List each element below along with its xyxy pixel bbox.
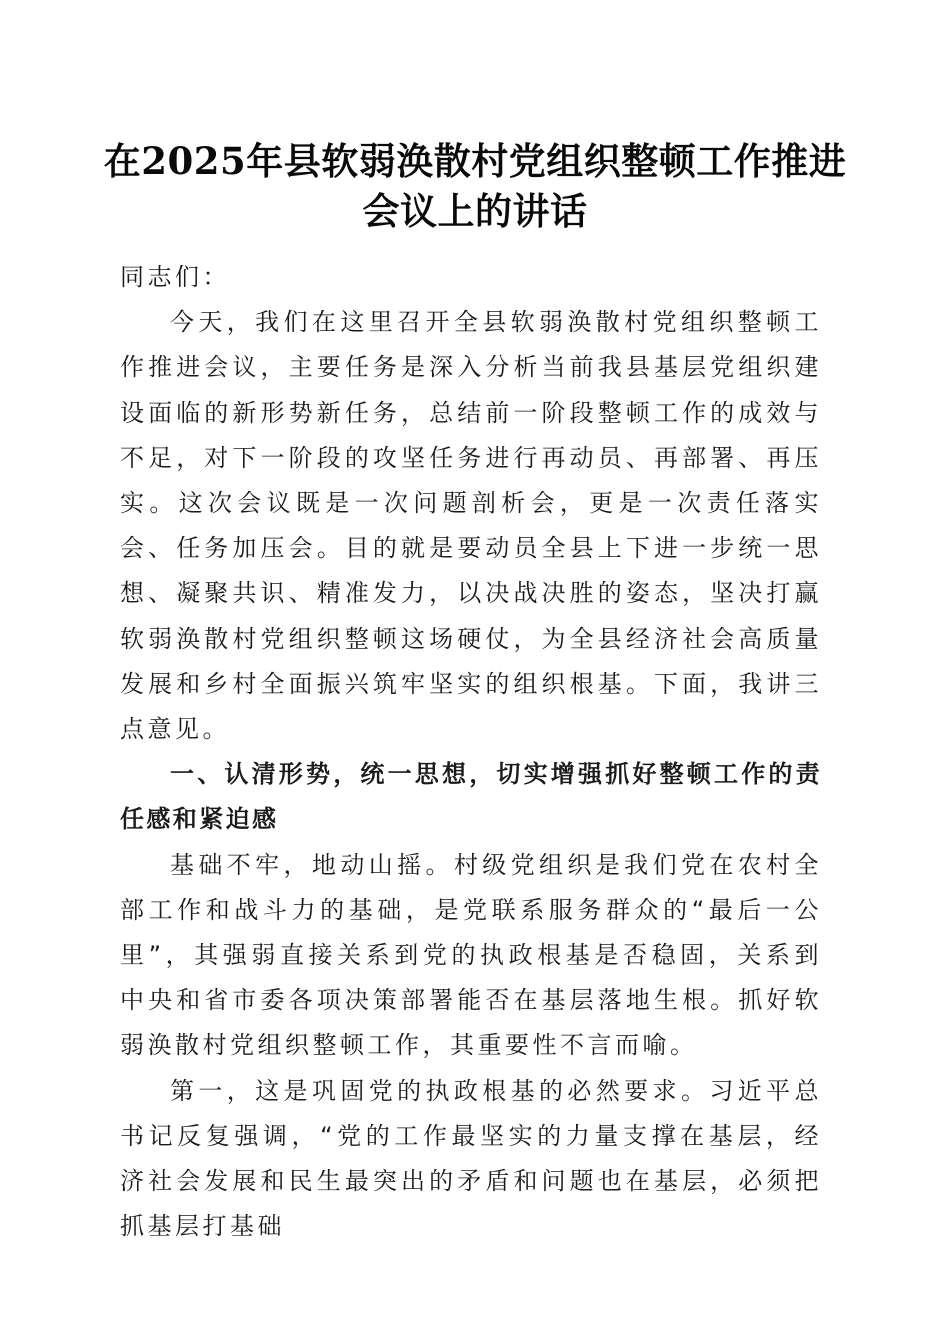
document-body	[120, 255, 822, 1249]
salutation: 同志们：	[120, 263, 230, 291]
opening-paragraph: 今天，我们在这里召开全县软弱涣散村党组织整顿工作推进会议，主要任务是深入分析当前我县基层党组织建设面临的新形势新任务，总结前一阶段整顿工作的成效与不足，对下一阶段的攻坚任务进行再动员、再部署、再压实。这次会议既是一次问题剖析会，更是一次责任落实会、任务加压会。目的就是要动员全县上下进一步统一思想、凝聚共识、精准发力，以决战决胜的姿态，坚决打赢软弱涣散村党组织整顿这场硬仗，为全县经济社会高质量发展和乡村全面振兴筑牢坚实的组织根基。下面，我讲三点意见。	[120, 308, 822, 744]
section-paragraph: 第一，这是巩固党的执政根基的必然要求。习近平总书记反复强调，“党的工作最坚实的力量支撑在基层，经济社会发展和民生最突出的矛盾和问题也在基层，必须把抓基层打基础	[120, 1076, 822, 1241]
document-title: 在2025年县软弱涣散村党组织整顿工作推进会议上的讲话	[103, 139, 847, 233]
section-heading: 一、认清形势，统一思想，切实增强抓好整顿工作的责任感和紧迫感	[120, 760, 822, 834]
section-paragraph: 基础不牢，地动山摇。村级党组织是我们党在农村全部工作和战斗力的基础，是党联系服务群众的“最后一公里”，其强弱直接关系到党的执政根基是否稳固，关系到中央和省市委各项决策部署能否在基层落地生根。抓好软弱涣散村党组织整顿工作，其重要性不言而喻。	[120, 850, 822, 1060]
